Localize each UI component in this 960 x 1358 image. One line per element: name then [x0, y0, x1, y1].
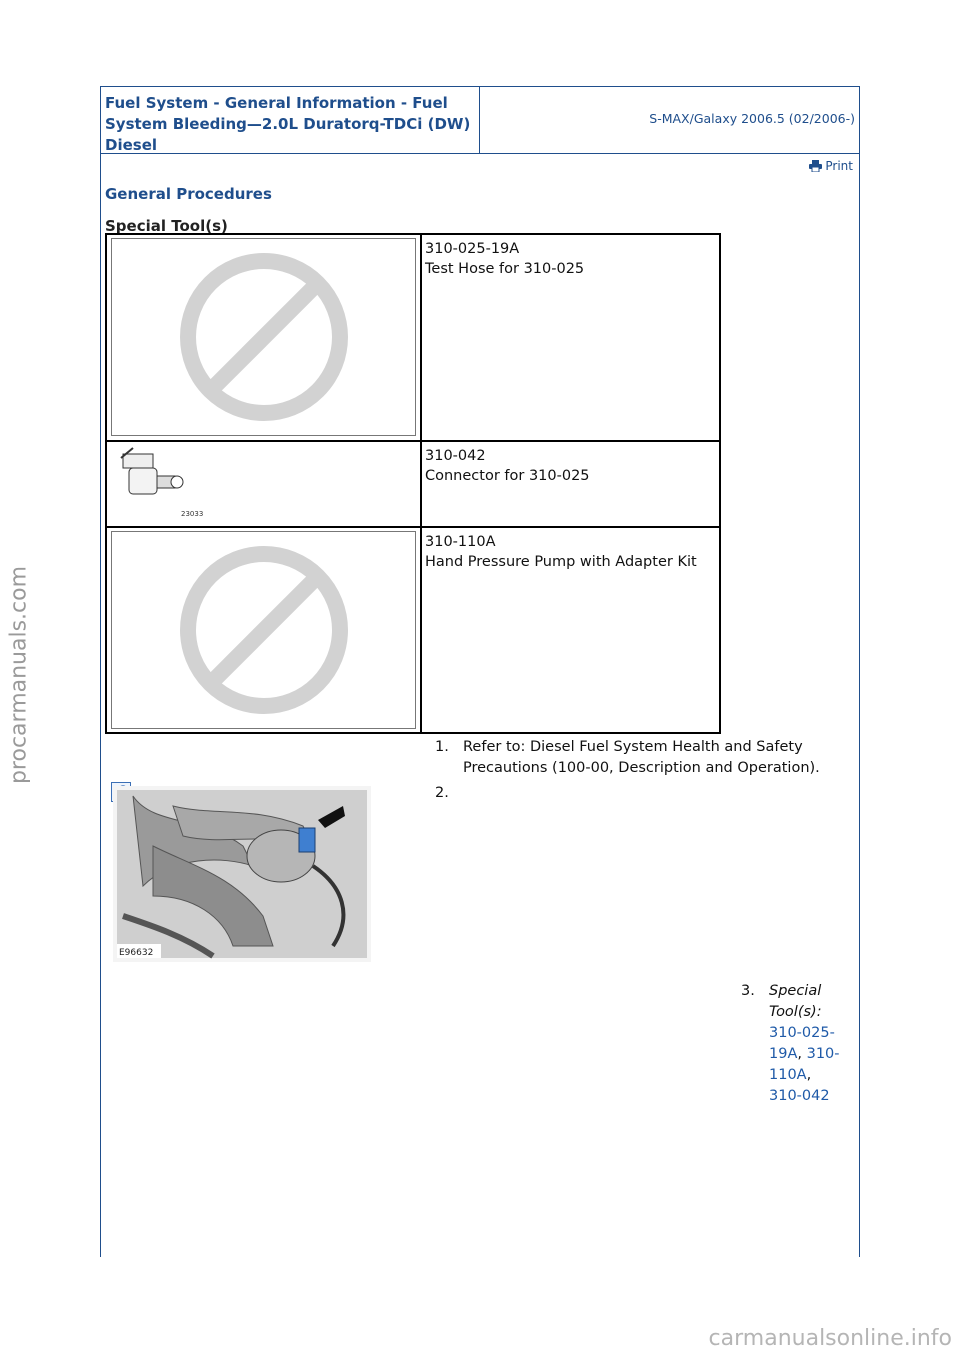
table-row [106, 527, 720, 733]
side-watermark [4, 560, 34, 790]
print-label: Print [825, 159, 853, 173]
tool-link-310-042[interactable]: 310-042 [769, 1088, 830, 1104]
table-row [106, 441, 720, 527]
image-unavailable-placeholder [111, 238, 416, 436]
tool-link-310-025-19A[interactable]: 19A [769, 1046, 798, 1062]
tool-image-cell [106, 527, 421, 733]
special-tools-label: Tool(s): [769, 1004, 822, 1020]
tool-image-cell [106, 234, 421, 441]
tool-code: 310-025-19A [425, 241, 520, 257]
prohibited-icon [176, 249, 352, 425]
step-2 [435, 783, 495, 805]
special-tools-heading: Special Tool(s) [105, 217, 228, 235]
tool-code: 310-110A [425, 534, 496, 550]
tool-name: Hand Pressure Pump with Adapter Kit [425, 554, 697, 570]
vehicle-model: S-MAX/Galaxy 2006.5 (02/2006-) [649, 111, 855, 126]
step-number: 2. [435, 785, 449, 801]
image-unavailable-placeholder [111, 531, 416, 729]
tool-link-310-110A[interactable]: 310- [806, 1046, 840, 1062]
step-text [463, 737, 820, 779]
tool-text-cell [421, 527, 720, 733]
tool-text-cell [421, 441, 720, 527]
step-text-line: Refer to: Diesel Fuel System Health and Safety [463, 739, 803, 755]
step-3 [741, 981, 857, 1104]
step-number: 1. [435, 739, 449, 755]
tool-link-310-025-19A[interactable]: 310-025- [769, 1025, 835, 1041]
printer-icon [809, 160, 822, 172]
step-number: 3. [741, 983, 755, 999]
step-text: Special Tool(s): 310-025- 19A, 310- 110A, 310-042 [769, 981, 855, 1107]
tool-code: 310-042 [425, 448, 486, 464]
step-text-line: Precautions (100-00, Description and Operation). [463, 760, 820, 776]
tool-text-cell [421, 234, 720, 441]
connector-drawing [111, 442, 221, 522]
document-header [101, 87, 859, 154]
figure-label: E96632 [119, 948, 154, 958]
section-title: General Procedures [105, 185, 272, 203]
step-1 [435, 737, 855, 781]
tool-name: Test Hose for 310-025 [425, 261, 585, 277]
special-tools-table [105, 233, 721, 734]
engine-bay-illustration [113, 786, 371, 962]
tool-name: Connector for 310-025 [425, 468, 590, 484]
header-divider [479, 87, 480, 153]
page-title: Fuel System - General Information - Fuel System Bleeding—2.0L Duratorq-TDCi (DW) Diesel [105, 94, 471, 154]
footer-watermark: carmanualsonline.info [708, 1326, 952, 1351]
special-tools-label: Special [769, 983, 822, 999]
tool-link-310-110A[interactable]: 110A [769, 1067, 807, 1083]
prohibited-icon [176, 542, 352, 718]
tool-image-label: 23033 [181, 510, 204, 518]
watermark-text: procarmanuals.com [6, 565, 32, 785]
page-frame [100, 86, 860, 1257]
tool-image-cell [106, 441, 421, 527]
table-row [106, 234, 720, 441]
step-2-figure[interactable] [111, 782, 371, 964]
print-button[interactable] [809, 159, 853, 173]
